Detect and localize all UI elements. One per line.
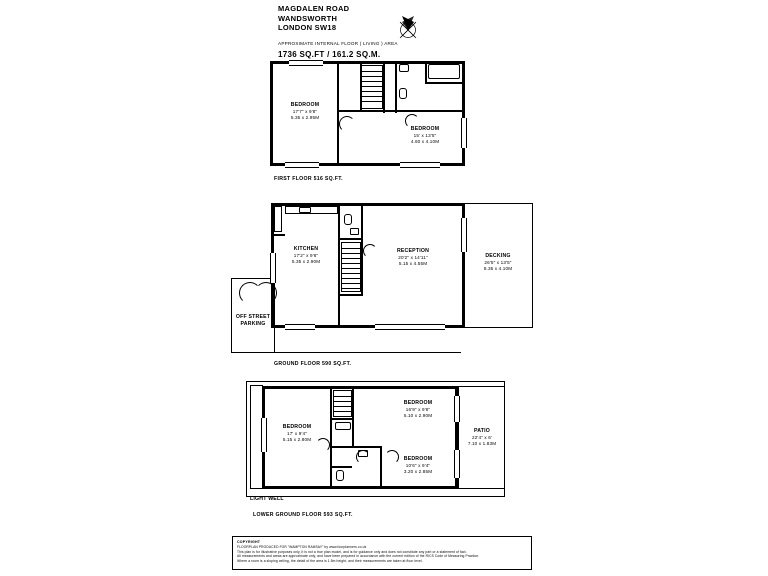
first-floor-wc-fixture <box>399 88 407 99</box>
lower-ground-partition-7 <box>332 466 352 468</box>
total-area: 1736 SQ.FT / 161.2 SQ.M. <box>278 49 381 59</box>
lower-ground-wall-top <box>262 386 458 389</box>
room-label-lower-patio: PATIO 22'4" x 6' 7.10 x 1.83M <box>467 428 497 447</box>
first-floor-bath-fixture <box>428 64 460 79</box>
ground-floor-partition-6 <box>271 234 285 236</box>
lower-ground-window-right-2 <box>454 450 460 478</box>
ground-floor-window-bottom-1 <box>285 324 315 330</box>
ground-floor-patio-doors <box>375 324 445 330</box>
header <box>278 4 578 59</box>
ground-floor-partition-7 <box>321 203 339 205</box>
copyright-line-2: This plan is for illustrative purposes only, it is not a true plan model, and is for guidance only and does not constitute any part or a statement of fact. <box>237 549 467 554</box>
kitchen-sink <box>299 207 311 213</box>
first-floor-basin-fixture <box>399 64 409 72</box>
ground-floor-boundary-line <box>231 352 461 353</box>
first-floor-caption: FIRST FLOOR 516 SQ.FT. <box>274 176 343 182</box>
compass-north-icon <box>390 8 426 44</box>
lower-ground-wall-bottom <box>262 486 458 489</box>
ground-floor-partition-1 <box>338 203 340 328</box>
first-floor-window-2 <box>400 162 440 168</box>
room-label-ground-decking: DECKING 26'5" x 13'5" 8.35 x 4.10M <box>483 253 513 272</box>
ground-floor-door-arc-2 <box>255 282 277 304</box>
copyright-line-1: FLOORPLAN PRODUCED FOR "WAMPTON RAMSAY" by www.fourplanners.co.uk <box>237 545 367 549</box>
ground-floor-wc-fixture <box>344 214 352 225</box>
first-floor-staircase <box>361 65 383 109</box>
lower-ground-partition-3 <box>352 386 354 420</box>
ground-floor-partition-4 <box>340 294 363 296</box>
ground-floor-caption: GROUND FLOOR 590 SQ.FT. <box>274 361 352 367</box>
room-label-first-bedroom-1: BEDROOM 17'7" x 9'8" 5.35 x 2.95M <box>290 102 320 121</box>
first-floor-partition-4 <box>339 110 397 112</box>
room-label-ground-reception: RECEPTION 20'2" x 14'11" 5.15 x 4.55M <box>396 248 430 267</box>
copyright-line-4: Where a room is a sloping ceiling, the detail of the area is 1.5m height, and their measurements are taken at floor level. <box>237 558 423 563</box>
kitchen-units-top <box>285 206 338 214</box>
label-off-street-parking: OFF STREET PARKING <box>235 314 271 327</box>
ground-floor-plan <box>225 198 525 373</box>
first-floor-partition-8 <box>425 61 427 83</box>
ground-floor-partition-3 <box>361 203 363 240</box>
room-label-lower-bedroom-1: BEDROOM 17' x 9'4" 5.15 x 2.80M <box>282 424 312 443</box>
lower-ground-wc-fixture <box>336 470 344 481</box>
lower-ground-floor-plan <box>240 378 530 523</box>
copyright-title: COPYRIGHT <box>237 540 261 544</box>
lower-ground-partition-6 <box>380 446 382 489</box>
copyright-line-3: All measurements and areas are approximate only, and have been prepared in accordance with the current edition of the RICS Code of Measuring Practice. <box>237 554 480 559</box>
lower-ground-door-arc-1 <box>356 450 370 464</box>
first-floor-window-3 <box>289 60 323 66</box>
room-label-lower-bedroom-2: BEDROOM 16'9" x 9'6" 5.10 x 2.90M <box>403 400 433 419</box>
first-floor-partition-1 <box>337 61 339 166</box>
lower-ground-partition-4 <box>332 446 382 448</box>
address-line-3: LONDON SW18 <box>278 23 337 32</box>
lower-ground-staircase <box>333 390 352 417</box>
ground-floor-partition-2 <box>340 238 362 240</box>
first-floor-partition-2 <box>339 61 361 63</box>
label-light-well: LIGHT WELL <box>250 496 284 502</box>
first-floor-partition-7 <box>395 110 465 112</box>
first-floor-plan <box>265 58 475 188</box>
lower-ground-window-right-1 <box>454 396 460 422</box>
first-floor-door-arc-1 <box>339 116 355 132</box>
lower-ground-partition-1 <box>330 386 332 489</box>
copyright-box <box>232 536 532 570</box>
lower-ground-bath-fixture <box>335 422 351 430</box>
lower-ground-partition-5 <box>352 420 354 446</box>
room-label-ground-kitchen: KITCHEN 17'2" x 9'6" 5.35 x 2.90M <box>291 246 321 265</box>
first-floor-wall-right <box>462 61 465 166</box>
first-floor-partition-5 <box>383 61 385 113</box>
ground-floor-staircase <box>341 242 361 292</box>
room-label-lower-bedroom-3: BEDROOM 10'6" x 9'4" 3.20 x 2.85M <box>403 456 433 475</box>
address-line-1: MAGDALEN ROAD <box>278 4 350 13</box>
ground-floor-basin-fixture <box>350 228 359 235</box>
address-line-2: WANDSWORTH <box>278 13 338 23</box>
first-floor-partition-6 <box>395 61 397 113</box>
first-floor-window-4 <box>461 118 467 148</box>
room-label-first-bedroom-2: BEDROOM 15' x 13'5" 4.60 x 4.10M <box>410 126 440 145</box>
first-floor-partition-9 <box>425 82 465 84</box>
kitchen-units-left <box>274 206 282 232</box>
lower-ground-floor-caption: LOWER GROUND FLOOR 593 SQ.FT. <box>253 512 353 518</box>
first-floor-window-1 <box>285 162 319 168</box>
approx-area-note: APPROXIMATE INTERNAL FLOOR ( LIVING ) AREA <box>278 40 398 46</box>
lower-ground-partition-2 <box>332 418 354 420</box>
ground-floor-window-right <box>461 218 467 252</box>
